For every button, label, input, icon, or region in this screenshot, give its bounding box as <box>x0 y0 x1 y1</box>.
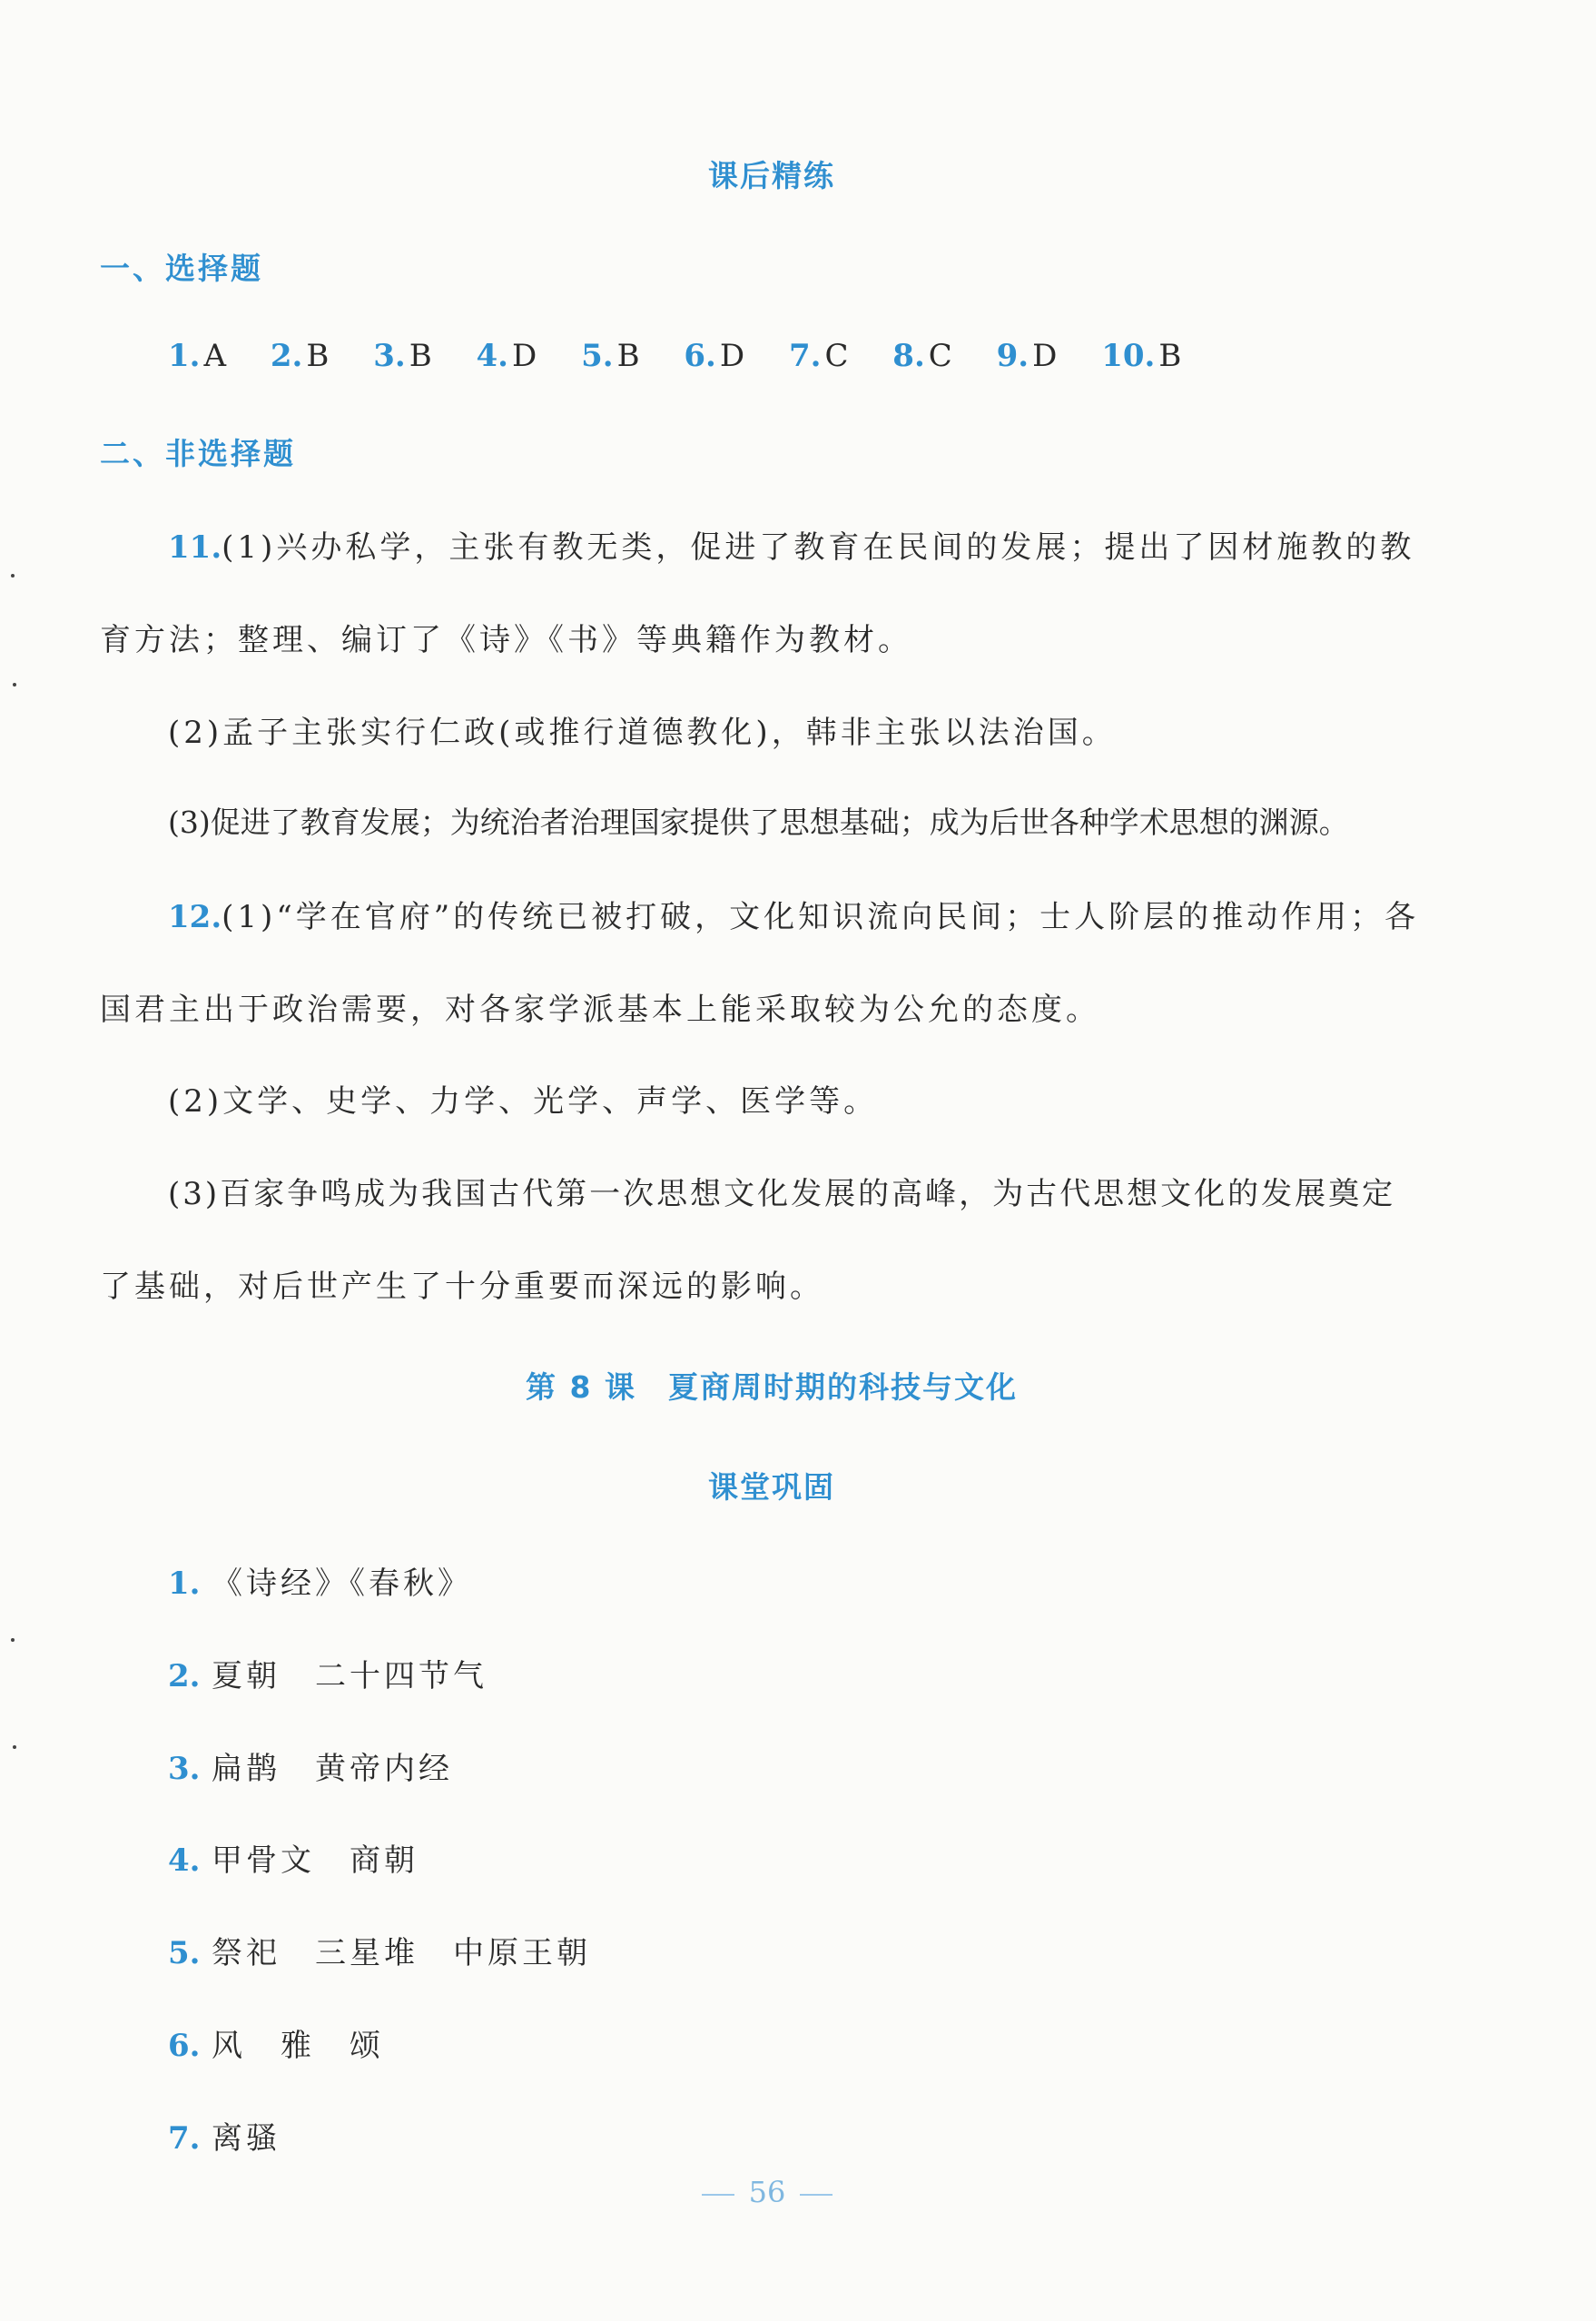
q11-part1-line1: 11.(1)兴办私学，主张有教无类，促进了教育在民间的发展；提出了因材施教的教 <box>168 529 1415 566</box>
q12-part1-line1: 12.(1)“学在官府”的传统已被打破，文化知识流向民间；士人阶层的推动作用；各 <box>168 899 1420 935</box>
q12-part1-line2: 国君主出于政治需要，对各家学派基本上能采取较为公允的态度。 <box>100 992 1100 1028</box>
q11-part1-line2: 育方法；整理、编订了《诗》《书》等典籍作为教材。 <box>100 622 912 658</box>
answer-item: 7. C <box>788 338 852 374</box>
q11-part3: (3)促进了教育发展；为统治者治理国家提供了思想基础；成为后世各种学术思想的渊源。 <box>168 805 1349 840</box>
answer-item: 8. C <box>892 338 956 374</box>
list-item: 7. 离骚 <box>168 2120 281 2157</box>
scan-speck-icon <box>13 1745 16 1749</box>
q12-part2: (2)文学、史学、力学、光学、声学、医学等。 <box>168 1083 879 1120</box>
answer-item: 3. B <box>373 338 436 374</box>
answer-item: 1. A <box>168 338 231 374</box>
q11-part2: (2)孟子主张实行仁政(或推行道德教化)，韩非主张以法治国。 <box>168 715 1117 751</box>
answer-item: 9. D <box>996 338 1061 374</box>
lesson-title: 第 8 课 夏商周时期的科技与文化 <box>526 1369 1018 1405</box>
multiple-choice-answers <box>168 338 1212 374</box>
answer-item: 10. B <box>1101 338 1186 374</box>
scan-speck-icon <box>11 1638 15 1642</box>
list-item: 5. 祭祀 三星堆 中原王朝 <box>168 1935 591 1971</box>
list-item: 4. 甲骨文 商朝 <box>168 1842 419 1879</box>
answer-item: 5. B <box>581 338 644 374</box>
list-item: 3. 扁鹊 黄帝内经 <box>168 1751 453 1787</box>
scan-speck-icon <box>11 574 15 578</box>
list-item: 6. 风 雅 颂 <box>168 2028 384 2064</box>
heading-after-class-practice: 课后精练 <box>708 158 835 193</box>
answer-item: 2. B <box>270 338 333 374</box>
answer-item: 4. D <box>476 338 541 374</box>
list-item: 2. 夏朝 二十四节气 <box>168 1658 488 1694</box>
section-multiple-choice: 一、选择题 <box>100 251 263 286</box>
q12-part3-line1: (3)百家争鸣成为我国古代第一次思想文化发展的高峰，为古代思想文化的发展奠定 <box>168 1176 1396 1212</box>
dash-left-icon <box>702 2194 734 2196</box>
section-non-choice: 二、非选择题 <box>100 436 296 471</box>
scan-speck-icon <box>13 683 16 686</box>
list-item: 1. 《诗经》《春秋》 <box>168 1565 472 1602</box>
q12-part3-line2: 了基础，对后世产生了十分重要而深远的影响。 <box>100 1269 824 1305</box>
page-number: 56 <box>0 2175 1534 2209</box>
dash-right-icon <box>800 2194 832 2196</box>
heading-classroom-consolidation: 课堂巩固 <box>708 1469 835 1505</box>
answer-item: 6. D <box>684 338 749 374</box>
